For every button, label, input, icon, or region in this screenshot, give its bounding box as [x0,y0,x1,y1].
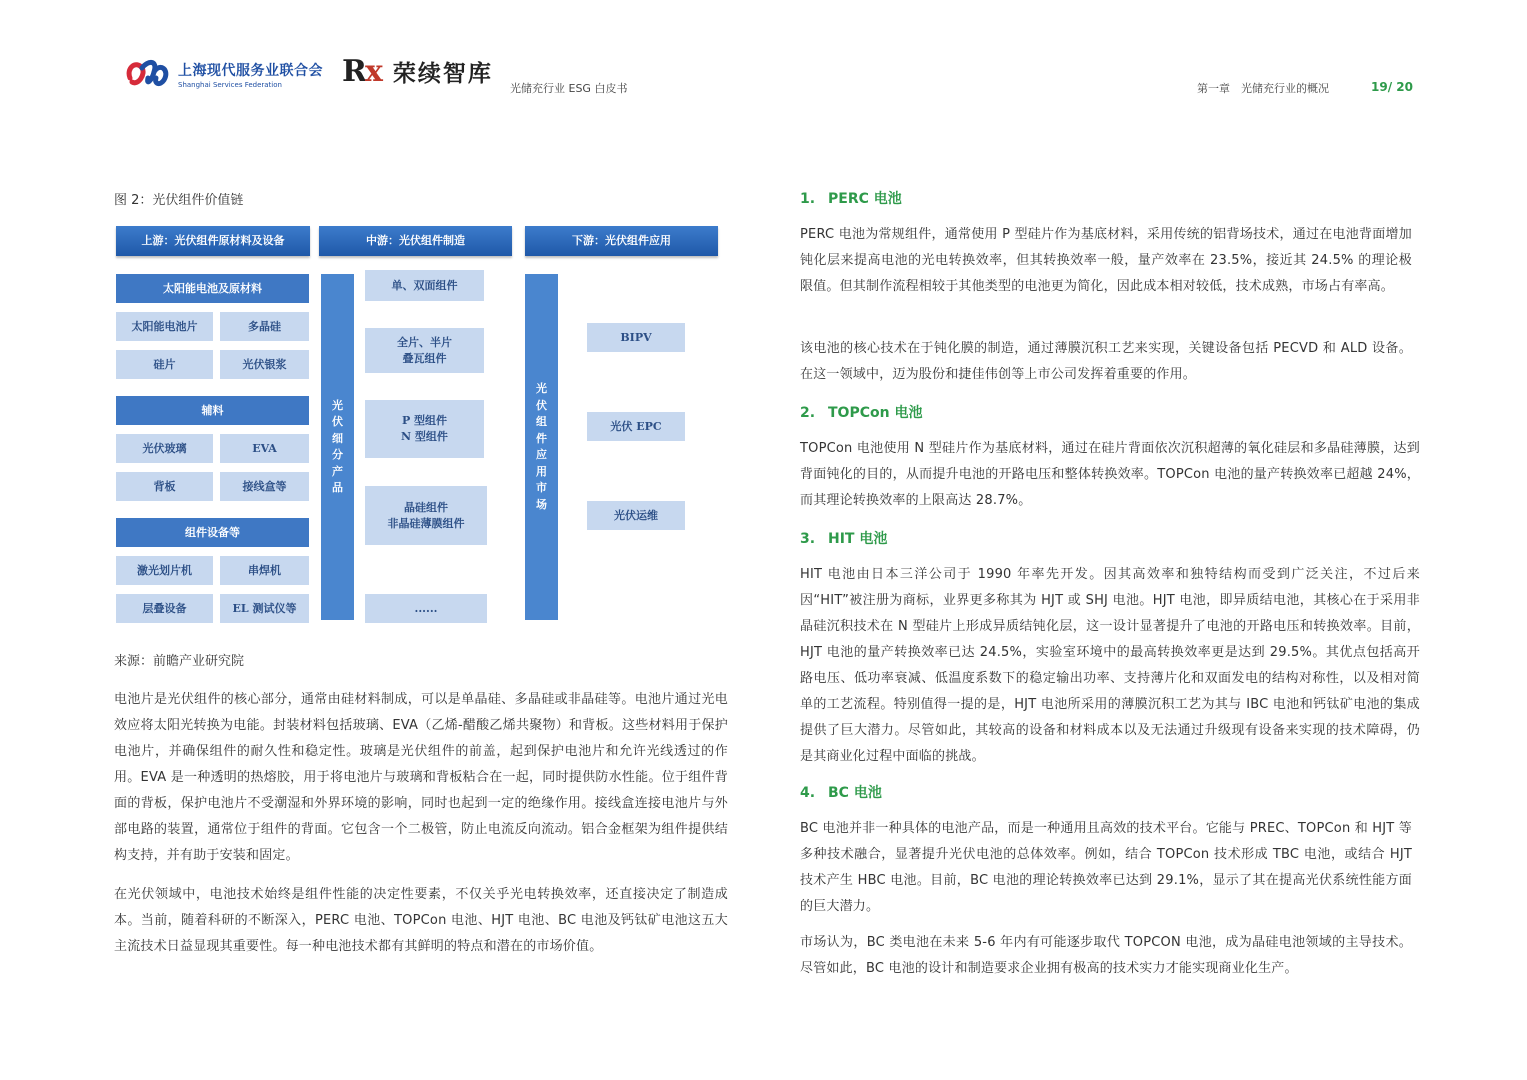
upstream-item: 串焊机 [220,556,309,585]
org-name-en: Shanghai Services Federation [178,80,282,89]
topcon-paragraph-1: TOPCon 电池使用 N 型硅片作为基底材料，通过在硅片背面依次沉积超薄的氧化硅层和多晶硅薄膜，达到背面钝化的目的，从而提升电池的开路电压和整体转换效率。TOPCon 电池的量产转换效率已超越 24%，而其理论转换效率的上限高达 28.7%。 [800,441,1420,508]
upstream-group-title: 辅料 [116,396,309,425]
section-heading-topcon [800,402,922,422]
page-header [0,0,1527,110]
document-title: 光储充行业 ESG 白皮书 [510,82,628,95]
bc-paragraph-1: BC 电池并非一种具体的电池产品，而是一种通用且高效的技术平台。它能与 PREC、TOPCon 和 HJT 等多种技术融合，显著提升光伏电池的总体效率。例如，结合 TOPCon 技术形成 TBC 电池，或结合 HJT 技术产生 HBC 电池。目前，BC 电池的理论转换效率已达到 29.1%，显示了其在提高光伏系统性能方面的巨大潜力。 [800,821,1412,914]
page-number: 19/ 20 [1371,80,1413,94]
downstream-vertical-label [525,274,558,620]
section-number: 3. [800,531,816,547]
shanghai-services-federation-logo [124,56,323,92]
section-title: PERC 电池 [828,191,902,207]
vertical-label-char: 应 [536,448,547,461]
section-heading-bc [800,782,882,802]
upstream-item: 背板 [116,472,213,501]
downstream-item: 光伏 EPC [587,412,685,441]
upstream-item: EL 测试仪等 [220,594,309,623]
upstream-group-title: 组件设备等 [116,518,309,547]
upstream-item: 硅片 [116,350,213,379]
midstream-header: 中游：光伏组件制造 [319,226,512,256]
vertical-label-char: 品 [332,481,343,494]
perc-paragraph-2: 该电池的核心技术在于钝化膜的制造，通过薄膜沉积工艺来实现，关键设备包括 PECVD 和 ALD 设备。在这一领域中，迈为股份和捷佳伟创等上市公司发挥着重要的作用。 [800,341,1412,382]
section-heading-hit [800,528,887,548]
upstream-item: 太阳能电池片 [116,312,213,341]
midstream-item: ...... [365,594,487,623]
section-heading-perc [800,188,902,208]
midstream-item: 单、双面组件 [365,270,484,301]
rongxu-think-tank-logo [342,54,493,89]
vertical-label-char: 光 [332,398,343,412]
section-title: BC 电池 [828,785,882,801]
rx-name: 荣续智库 [392,61,493,87]
midstream-item: 晶硅组件 非晶硅薄膜组件 [365,486,487,545]
upstream-item: 多晶硅 [220,312,309,341]
left-paragraph-2: 在光伏领域中，电池技术始终是组件性能的决定性要素，不仅关乎光电转换效率，还直接决定了制造成本。当前，随着科研的不断深入，PERC 电池、TOPCon 电池、HJT 电池、BC 电池及钙钛矿电池这五大主流技术日益显现其重要性。每一种电池技术都有其鲜明的特点和潜在的市场价值。 [114,887,728,954]
bc-paragraph-2: 市场认为，BC 类电池在未来 5-6 年内有可能逐步取代 TOPCON 电池，成为晶硅电池领域的主导技术。尽管如此，BC 电池的设计和制造要求企业拥有极高的技术实力才能实现商业化生产。 [800,935,1412,976]
chapter-title: 第一章 光储充行业的概况 [1197,82,1329,95]
section-title: TOPCon 电池 [828,405,923,421]
downstream-item: BIPV [587,323,685,352]
upstream-header: 上游：光伏组件原材料及设备 [116,226,310,256]
org-name-cn: 上海现代服务业联合会 [178,62,323,79]
upstream-item: 层叠设备 [116,594,213,623]
vertical-label-char: 组 [536,415,547,428]
upstream-item: 光伏玻璃 [116,434,213,463]
vertical-label-char: 件 [536,431,547,445]
downstream-header: 下游：光伏组件应用 [525,226,718,256]
upstream-item: 光伏银浆 [220,350,309,379]
rx-mark: Rx [342,54,381,89]
rx-mark-x: x [364,54,381,89]
section-number: 4. [800,785,816,801]
section-number: 2. [800,405,816,421]
vertical-label-char: 市 [536,481,547,494]
vertical-label-char: 伏 [536,398,547,412]
hit-paragraph-1: HIT 电池由日本三洋公司于 1990 年率先开发。因其高效率和独特结构而受到广泛关注，不过后来因“HIT”被注册为商标，业界更多称其为 HJT 或 SHJ 电池。HJT 电池，即异质结电池，其核心在于采用非晶硅沉积技术在 N 型硅片上形成异质结钝化层，这一设计显著提升了电池的开路电压和转换效率。目前，HJT 电池的量产转换效率已达 24.5%，实验室环境中的最高转换效率更是达到 29.5%。其优点包括高开路电压、低功率衰减、低温度系数下的稳定输出功率、支持薄片化和双面发电的结构对称性，以及相对简单的工艺流程。特别值得一提的是，HJT 电池所采用的薄膜沉积工艺为其与 IBC 电池和钙钛矿电池的集成提供了巨大潜力。尽管如此，其较高的设备和材料成本以及无法通过升级现有设备来实现的技术障碍，仍是其商业化过程中面临的挑战。 [800,567,1420,764]
federation-emblem-icon [124,56,170,92]
vertical-label-char: 细 [332,431,343,445]
midstream-vertical-label [321,274,354,620]
upstream-group-title: 太阳能电池及原材料 [116,274,309,303]
upstream-item: 激光划片机 [116,556,213,585]
section-number: 1. [800,191,816,207]
upstream-item: 接线盒等 [220,472,309,501]
vertical-label-char: 伏 [332,415,343,428]
vertical-label-char: 用 [536,464,547,478]
perc-paragraph-1: PERC 电池为常规组件，通常使用 P 型硅片作为基底材料，采用传统的铝背场技术，通过在电池背面增加钝化层来提高电池的光电转换效率，但其转换效率一般，量产效率在 23.5%，接近其 24.5% 的理论极限值。但其制作流程相较于其他类型的电池更为简化，因此成本相对较低，技术成熟，市场占有率高。 [800,227,1412,294]
section-title: HIT 电池 [828,531,888,547]
figure-source: 来源：前瞻产业研究院 [114,654,245,669]
midstream-item: P 型组件 N 型组件 [365,400,484,458]
downstream-item: 光伏运维 [587,501,685,530]
midstream-item: 全片、半片 叠瓦组件 [365,328,484,373]
vertical-label-char: 产 [332,464,343,478]
upstream-item: EVA [220,434,309,463]
vertical-label-char: 光 [536,382,547,395]
vertical-label-char: 场 [536,497,547,511]
figure-caption: 图 2：光伏组件价值链 [114,193,244,208]
value-chain-diagram [112,222,724,630]
left-paragraph-1: 电池片是光伏组件的核心部分，通常由硅材料制成，可以是单晶硅、多晶硅或非晶硅等。电池片通过光电效应将太阳光转换为电能。封装材料包括玻璃、EVA（乙烯-醋酸乙烯共聚物）和背板。这些材料用于保护电池片，并确保组件的耐久性和稳定性。玻璃是光伏组件的前盖，起到保护电池片和允许光线透过的作用。EVA 是一种透明的热熔胶，用于将电池片与玻璃和背板粘合在一起，同时提供防水性能。位于组件背面的背板，保护电池片不受潮湿和外界环境的影响，同时也起到一定的绝缘作用。接线盒连接电池片与外部电路的装置，通常位于组件的背面。它包含一个二极管，防止电流反向流动。铝合金框架为组件提供结构支持，并有助于安装和固定。 [114,692,728,863]
vertical-label-char: 分 [332,448,343,461]
